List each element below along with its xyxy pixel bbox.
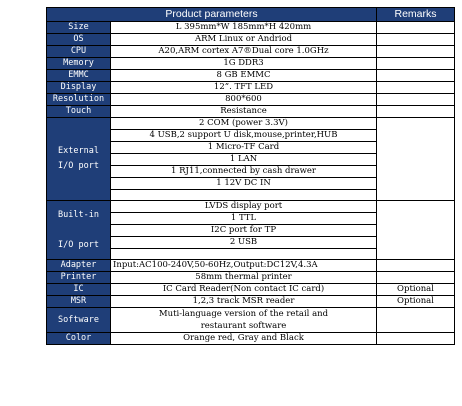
table-row-software	[47, 308, 455, 333]
row-value-ic: IC Card Reader(Non contact IC card)	[111, 284, 377, 296]
table-row-adapter	[47, 260, 455, 272]
table-row-touch	[47, 106, 455, 118]
row-value-touch: Resistance	[111, 106, 377, 118]
row-label-ic: IC	[47, 284, 111, 296]
row-label-size: Size	[47, 22, 111, 34]
row-remark-size	[377, 22, 455, 34]
software-value-line1: Muti-language version of the retail and	[158, 309, 329, 319]
row-remark-software	[377, 308, 455, 333]
external-io-value: 1 12V DC IN	[111, 178, 377, 190]
row-remark-msr: Optional	[377, 296, 455, 308]
product-parameters-header: Product parameters	[47, 8, 377, 22]
table-row-builtin-io	[47, 201, 455, 213]
builtin-io-value	[111, 249, 377, 260]
row-label-emmc: EMMC	[47, 70, 111, 82]
row-remark-builtin-io	[377, 201, 455, 260]
table-row-resolution	[47, 94, 455, 106]
row-label-adapter: Adapter	[47, 260, 111, 272]
external-io-value: 4 USB,2 support U disk,mouse,printer,HUB	[111, 130, 377, 142]
builtin-io-label-line2: I/O port	[58, 239, 99, 250]
row-label-touch: Touch	[47, 106, 111, 118]
table-row-color	[47, 333, 455, 345]
row-remark-os	[377, 34, 455, 46]
row-remark-color	[377, 333, 455, 345]
row-remark-display	[377, 82, 455, 94]
table-row-printer	[47, 272, 455, 284]
builtin-io-value: 2 USB	[111, 237, 377, 249]
table-row-ic	[47, 284, 455, 296]
row-label-resolution: Resolution	[47, 94, 111, 106]
row-remark-adapter	[377, 260, 455, 272]
builtin-io-value: 1 TTL	[111, 213, 377, 225]
external-io-label-line1: External	[58, 146, 99, 156]
external-io-value: 1 RJ11,connected by cash drawer	[111, 166, 377, 178]
table-header-row	[47, 8, 455, 22]
table-row-os	[47, 34, 455, 46]
table-row-size	[47, 22, 455, 34]
row-label-color: Color	[47, 333, 111, 345]
row-label-external-io	[47, 118, 111, 201]
external-io-value	[111, 190, 377, 201]
table-row-cpu	[47, 46, 455, 58]
row-remark-cpu	[377, 46, 455, 58]
row-remark-printer	[377, 272, 455, 284]
row-remark-touch	[377, 106, 455, 118]
row-label-cpu: CPU	[47, 46, 111, 58]
row-value-size: L 395mm*W 185mm*H 420mm	[111, 22, 377, 34]
row-remark-external-io	[377, 118, 455, 201]
row-value-msr: 1,2,3 track MSR reader	[111, 296, 377, 308]
table-row-msr	[47, 296, 455, 308]
row-label-memory: Memory	[47, 58, 111, 70]
row-value-display: 12”. TFT LED	[111, 82, 377, 94]
table-row-external-io	[47, 118, 455, 130]
row-value-resolution: 800*600	[111, 94, 377, 106]
product-parameters-table	[46, 7, 455, 345]
row-value-memory: 1G DDR3	[111, 58, 377, 70]
row-value-software	[111, 308, 377, 333]
row-value-os: ARM Linux or Andriod	[111, 34, 377, 46]
table-row-display	[47, 82, 455, 94]
external-io-value: 2 COM (power 3.3V)	[111, 118, 377, 130]
external-io-label-line2: I/O port	[58, 161, 99, 171]
row-remark-ic: Optional	[377, 284, 455, 296]
row-label-builtin-io	[47, 201, 111, 260]
row-label-display: Display	[47, 82, 111, 94]
row-remark-memory	[377, 58, 455, 70]
row-label-printer: Printer	[47, 272, 111, 284]
row-value-printer: 58mm thermal printer	[111, 272, 377, 284]
row-value-cpu: A20,ARM cortex A7®Dual core 1.0GHz	[111, 46, 377, 58]
remarks-header: Remarks	[377, 8, 455, 22]
software-value-line2: restaurant software	[200, 321, 287, 331]
row-label-software: Software	[47, 308, 111, 333]
builtin-io-value: I2C port for TP	[111, 225, 377, 237]
builtin-io-value: LVDS display port	[111, 201, 377, 213]
table-row-emmc	[47, 70, 455, 82]
row-label-os: OS	[47, 34, 111, 46]
row-remark-emmc	[377, 70, 455, 82]
row-value-color: Orange red, Gray and Black	[111, 333, 377, 345]
table-row-memory	[47, 58, 455, 70]
row-remark-resolution	[377, 94, 455, 106]
builtin-io-label-line1: Built-in	[58, 209, 99, 220]
external-io-value: 1 Micro-TF Card	[111, 142, 377, 154]
row-value-emmc: 8 GB EMMC	[111, 70, 377, 82]
row-label-msr: MSR	[47, 296, 111, 308]
row-value-adapter: Input:AC100-240V,50-60Hz,Output:DC12V,4.3A	[111, 260, 377, 272]
external-io-value: 1 LAN	[111, 154, 377, 166]
